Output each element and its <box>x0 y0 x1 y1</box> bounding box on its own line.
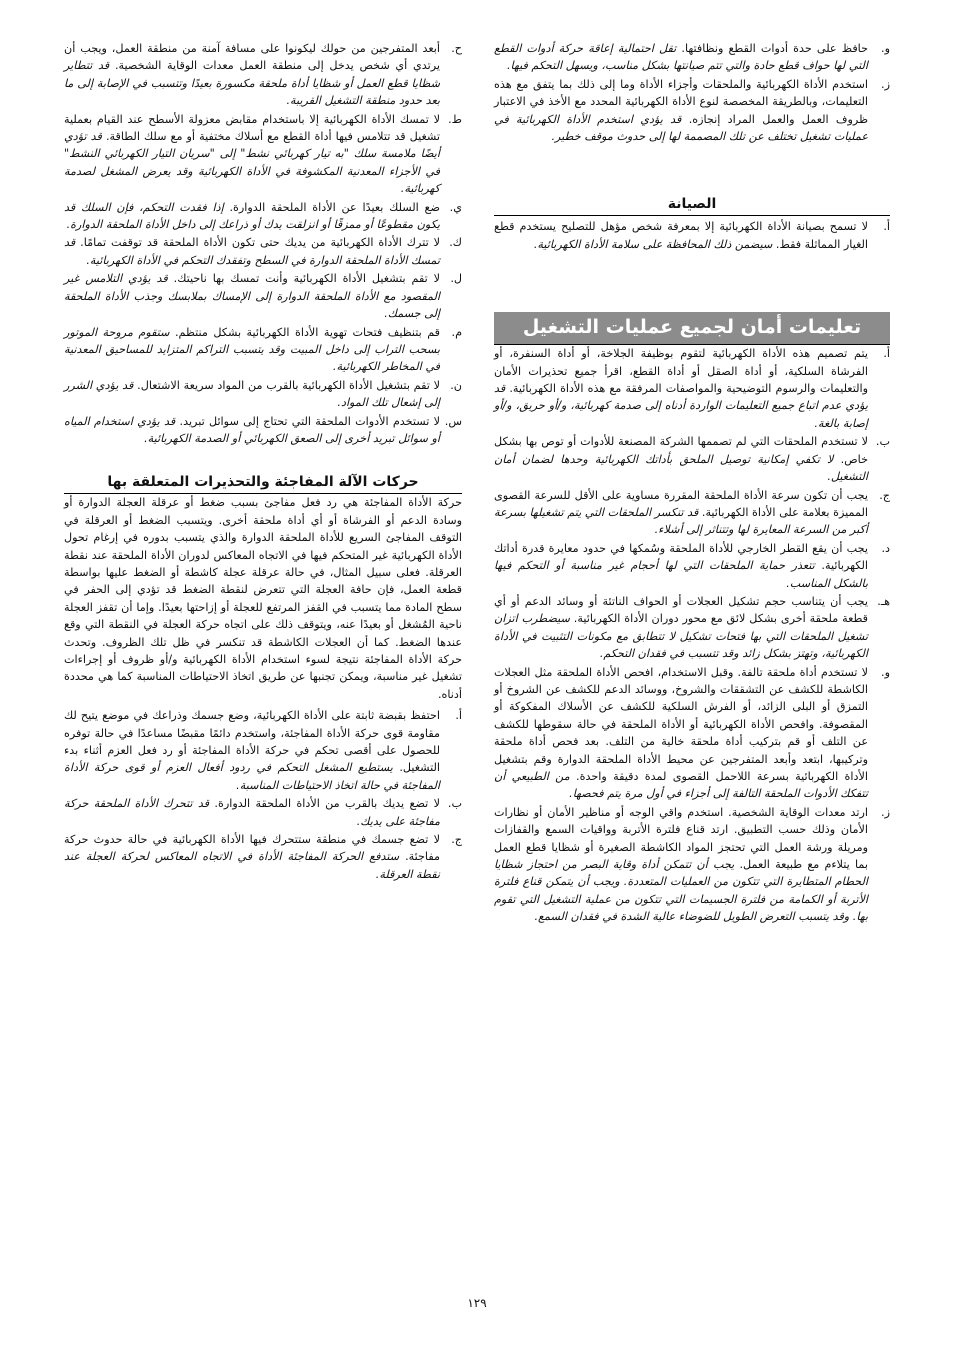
operations-item <box>494 593 890 663</box>
operations-item-consequence: قد تنكسر الملحقات التي يتم تشغيلها بسرعة أكبر من السرعة المعايرة لها وتتناثر إلى أشلاء. <box>494 505 868 537</box>
left-item-label: س. <box>444 414 462 428</box>
left-item-text <box>64 324 440 376</box>
left-item-text <box>64 111 440 198</box>
kickback-item-body: لا تضع جسمك في منطقة ستتحرك فيها الأداة الكهربائية في حالة حدوث حركة مفاجئة. <box>64 833 440 864</box>
left-item <box>64 40 462 110</box>
left-item-body: لا تستخدم الأدوات الملحقة التي تحتاج إلى سوائل تبريد. <box>175 414 440 428</box>
left-item-label: ط. <box>448 112 462 126</box>
operations-item-text <box>494 345 868 432</box>
operations-item-consequence: لا تكفي إمكانية توصيل الملحق بأداتك الكهربائية وحدها لضمان أمان التشغيل. <box>494 452 868 484</box>
kickback-item <box>64 795 462 830</box>
left-item-body: لا تترك الأداة الكهربائية من يديك حتى تكون الأداة الملحقة قد توقفت تمامًا. <box>75 236 440 250</box>
left-item-body: أبعد المتفرجين من حولك ليكونوا على مسافة آمنة من منطقة العمل، ويجب أن يرتدي أي شخص يدخل إلى منطقة العمل معدات الوقاية الشخصية. <box>64 42 441 73</box>
operations-item-text <box>494 593 868 663</box>
kickback-item <box>64 707 462 794</box>
operations-item-label: ب. <box>875 435 890 449</box>
kickback-item-label: ب. <box>447 797 462 811</box>
operations-item-body: لا تستخدم أداة ملحقة تالفة. وقبل الاستخدام، افحص الأداة الملحقة مثل العجلات الكاشطة للكشف عن التشققات والشروخ، ووسائد الدعم للكشف عن الشروخ أو التمزق أو البلى الزائد، أو الفرش السلكية للكشف عن الأسلاك المفكوكة أو المقصوفة. وافحص الأداة الكهربائية أو الأداة الملحقة في حالة سقوطها للكشف عن التلف أو قم بتركيب أداة ملحقة خالية من التلف. بعد فحص أداة ملحقة وتركيبها، ابتعد وأبعد المتفرجين عن محيط الأداة الملحقة الدوارة وقم بتشغيل الأداة الكهربائية بسرعة اللاحمل القصوى لمدة دقيقة واحدة. <box>494 665 868 783</box>
left-item-label: ك. <box>449 236 462 250</box>
left-item <box>64 413 462 448</box>
right-column-top-items <box>494 40 890 145</box>
maintenance-item-label: أ. <box>883 220 890 234</box>
operations-item-label: ز. <box>881 805 890 819</box>
left-item-label: ن. <box>450 378 462 392</box>
left-item-body: ضع السلك بعيدًا عن الأداة الملحقة الدوارة. <box>223 200 441 214</box>
left-item <box>64 324 462 376</box>
kickback-item-text <box>64 795 440 830</box>
left-item-consequence: قد يؤدي التلامس غير المقصود مع الأداة الملحقة الدوارة إلى الإمساك بملابسك وجذب الأداة الملحقة إلى جسمك. <box>64 272 440 321</box>
left-item <box>64 199 462 234</box>
kickback-item-body: احتفظ بقبضة ثابتة على الأداة الكهربائية، وضع جسمك وذراعك في موضع يتيح لك مقاومة قوى حركة الأداة المفاجئة، واستخدم دائمًا مقبضًا مساعدًا في حالة توفره للحصول على أقصى تحكم في حركة الأداة المفاجئة أو رد فعل العزم أثناء بدء التشغيل. <box>64 709 440 775</box>
right-top-item-consequence: تقل احتمالية إعاقة حركة أدوات القطع التي لها حواف قطع حادة والتي تتم صيانتها بشكل مناسب، ويسهل التحكم فيها. <box>494 42 868 73</box>
left-item-consequence: ستقوم مروحة الموتور بسحب التراب إلى داخل المبيت وقد يتسبب التراكم المتزايد للمساحيق المعدنية في المخاطر الكهربائية. <box>64 325 440 374</box>
operations-item-body: يجب أن يقع القطر الخارجي للأداة الملحقة وسُمكها في حدود معايرة قدرة أداتك الكهربائية. <box>494 541 869 573</box>
right-top-item-text <box>494 40 868 75</box>
left-item-body: لا تقم بتشغيل الأداة الكهربائية وأنت تمسك بها ناحيتك. <box>167 272 440 286</box>
maintenance-item-body: لا تسمح بصيانة الأداة الكهربائية إلا بمعرفة شخص مؤهل للتصليح يستخدم قطع الغيار المماثلة فقط. <box>494 220 868 251</box>
kickback-item-body: لا تضع يديك بالقرب من الأداة الملحقة الدوارة. <box>209 797 440 811</box>
right-top-item-text <box>494 76 868 146</box>
left-item-label: ح. <box>451 42 462 55</box>
operations-item-consequence: يجب أن تتمكن أداة وقاية البصر من احتجاز شظايا الحطام المتطايرة التي تتكون من العمليات المتعددة. ويجب أن يتمكن قناع فلترة الأتربة أو الكمامة من فلترة الجسيمات التي تتكون من عملية التشغيل التي تقوم بها. وقد يتسبب التعرض الطويل للضوضاء عالية الشدة في فقدان السمع. <box>494 858 868 924</box>
left-item-body: لا تقم بتشغيل الأداة الكهربائية بالقرب من المواد سريعة الاشتعال. <box>133 378 440 392</box>
maintenance-heading: الصيانة <box>494 192 890 216</box>
operations-item-consequence: سيضطرب اتزان تشغيل الملحقات التي بها فتحات تشكيل لا تتطابق مع مكونات التثبيت في الأداة الكهربائية، وتهتز بشكل زائد وقد تتسبب في فقدان التحكم. <box>494 612 868 661</box>
right-top-item-consequence: قد يؤدي استخدم الأداة الكهربائية في عمليات تشغيل تختلف عن تلك المصممة لها إلى حدوث موقف خطير. <box>494 112 868 144</box>
kickback-item-label: أ. <box>455 709 462 723</box>
left-item <box>64 234 462 269</box>
operations-item-text <box>494 540 868 592</box>
kickback-item-text <box>64 707 440 794</box>
operations-item <box>494 487 890 539</box>
left-item-text <box>64 40 440 110</box>
left-item-label: ل. <box>450 272 462 286</box>
left-item-text <box>64 413 440 448</box>
operations-item-body: يتم تصميم هذه الأداة الكهربائية لتقوم بوظيفة الجلاخة، أو أداة السنفرة، أو الفرشاة السلكية، أو أداة الصقل أو أداة القطع، اقرأ جميع تحذيرات الأمان والتعليمات والرسوم التوضيحية والمواصفات المرفقة مع هذه الأداة الكهربائية. <box>494 347 868 396</box>
left-item-consequence: قد تمسك الأداة الملحقة الدوارة في السطح وتفقدك التحكم في الأداة الكهربائية. <box>64 236 440 267</box>
operations-item-consequence: قد يؤدي عدم اتباع جميع التعليمات الواردة أدناه إلى صدمة كهربائية، و/أو حريق، و/أو إصابة بالغة. <box>494 382 868 430</box>
left-column-items <box>64 40 462 447</box>
operations-item-consequence: تتعذر حماية الملحقات التي لها أحجام غير مناسبة أو التحكم فيها بالشكل المناسب. <box>494 559 868 590</box>
operations-safety-banner: تعليمات أمان لجميع عمليات التشغيل <box>494 312 890 344</box>
right-top-item <box>494 40 890 75</box>
left-item-label: ي. <box>449 200 462 214</box>
left-column <box>64 40 462 884</box>
kickback-item-consequence: ستدفع الحركة المفاجئة الأداة في الاتجاه المعاكس لحركة العجلة عند نقطة العرقلة. <box>64 850 440 881</box>
operations-item <box>494 540 890 592</box>
operations-item-body: لا تستخدم الملحقات التي لم تصممها الشركة المصنعة للأدوات أو توص بها بشكل خاص. <box>494 435 868 466</box>
left-item-text <box>64 377 440 412</box>
operations-item <box>494 345 890 432</box>
page-number: ١٢٩ <box>467 1296 487 1310</box>
kickback-item-text <box>64 831 440 883</box>
operations-item <box>494 804 890 926</box>
operations-item <box>494 433 890 485</box>
right-column <box>494 40 890 927</box>
operations-item-consequence: من الطبيعي أن تتفكك الأدوات الملحقة التالفة إلى أجزاء في أول مرة يتم فحصها. <box>494 770 868 801</box>
kickback-item-label: ج. <box>451 833 462 847</box>
left-item-body: قم بتنظيف فتحات تهوية الأداة الكهربائية بشكل منتظم. <box>169 325 440 339</box>
left-item-consequence: قد يؤدي الشرر إلى إشعال تلك المواد. <box>64 378 440 410</box>
operations-item-text <box>494 433 868 485</box>
kickback-paragraph: حركة الأداة المفاجئة هي رد فعل مفاجئ بسبب ضغط أو عرقلة العجلة الدوارة أو وسادة الدعم أو الفرشاة أو أي أداة ملحقة أخرى. ويتسبب الضغط أو العرقلة في التوقف المفاجئ السريع للأداة الملحقة الدوارة والذي يتسبب بدوره في إرغام تحول الأداة الكهربائية غير المتحكم فيها في الاتجاه المعاكس لدوران الأداة الملحقة عند نقطة العرقلة. فعلى سبيل المثال، في حالة عرقلة عجلة كاشطة أو الضغط عليها بواسطة قطعة العمل، فإن حافة العجلة التي تتعرض لنقطة الضغط قد تؤدي إلى الحفر في سطح المادة مما يتسبب في القفز المرتفع للعجلة أو إزاحتها بعيدًا. وإما أن تقفز العجلة ناحية المُشغل أو بعيدًا عنه، ويتوقف ذلك على اتجاه حركة العجلة في النقطة التي وقع عندها الضغط. كما أن العجلات الكاشطة قد تنكسر في ظل تلك الظروف. وتحدث حركة الأداة المفاجئة نتيجة لسوء استخدام الأداة الكهربائية و/أو ظروف أو إجراءات تشغيل غير مناسبة، ويمكن تجنبها عن طريق اتخاذ الاحتياطات المناسبة كما هي محددة أدناه. <box>64 496 462 701</box>
operations-item-text <box>494 487 868 539</box>
left-item-consequence: إذا فقدت التحكم، فإن السلك قد يكون مقطوعًا أو ممزقًا أو انزلقت يدك أو ذراعك إلى داخل الأداة الملحقة الدوارة. <box>64 200 440 232</box>
left-item-consequence: قد تؤدي أيضًا ملامسة سلك "به تيار كهربائي نشط" إلى "سريان التيار الكهربائي النشط" في الأجزاء المعدنية المكشوفة في الأداة الكهربائية وقد يعرض المشغل لصدمة كهربائية. <box>64 130 440 196</box>
maintenance-items <box>494 218 890 253</box>
left-item-label: م. <box>451 325 462 339</box>
right-top-item-body: استخدم الأداة الكهربائية والملحقات وأجزاء الأداة وما إلى ذلك بما يتفق مع هذه التعليمات، وبالطريقة المخصصة لنوع الأداة الكهربائية المحدد مع الأخذ في الاعتبار ظروف العمل والعمل المراد إنجازه. <box>494 77 868 126</box>
kickback-items <box>64 707 462 883</box>
left-item-body: لا تمسك الأداة الكهربائية إلا باستخدام مقابض معزولة الأسطح عند القيام بعملية تشغيل قد تتلامس فيها أداة القطع مع أسلاك مختفية أو مع سلك الطاقة. <box>64 112 440 144</box>
operations-items <box>494 345 890 925</box>
left-item <box>64 111 462 198</box>
left-item-consequence: قد يؤدي استخدام المياه أو سوائل تبريد أخرى إلى الصعق الكهربائي أو الصدمة الكهربائية. <box>64 414 440 445</box>
operations-item-label: و. <box>881 665 890 679</box>
maintenance-item <box>494 218 890 253</box>
kickback-heading: حركات الآلة المفاجئة والتحذيرات المتعلقة بها <box>64 470 462 494</box>
operations-item-body: يجب أن تكون سرعة الأداة الملحقة المقررة مساوية على الأقل للسرعة القصوى المميزة بعلامة على الأداة الكهربائية. <box>494 488 868 519</box>
left-item-consequence: قد تتطاير شظايا قطع العمل أو شظايا أداة ملحقة مكسورة بعيدًا وتتسبب في الإصابة إلى ما بعد حدود منطقة التشغيل القريبة. <box>64 59 440 108</box>
left-item-text <box>64 270 440 322</box>
right-top-item-label: و. <box>881 42 890 55</box>
right-top-item-label: ز. <box>881 77 890 91</box>
right-top-item <box>494 76 890 146</box>
operations-item-text <box>494 804 868 926</box>
operations-item-body: يجب أن يتناسب حجم تشكيل العجلات أو الحواف الناتئة أو وسائد الدعم أو أي قطعة ملحقة أخرى بشكل لائق مع محور دوران الأداة الكهربائية. <box>494 594 868 626</box>
operations-item-label: هـ. <box>877 594 890 608</box>
operations-item-label: أ. <box>883 347 890 361</box>
operations-item-label: ج. <box>879 488 890 502</box>
left-item <box>64 377 462 412</box>
operations-item-body: ارتد معدات الوقاية الشخصية. استخدم واقي الوجه أو مناظير الأمان أو نظارات الأمان وذلك حسب التطبيق. ارتد قناع فلترة الأتربة وواقيات السمع والقفازات ومريلة ورشة العمل التي تحتجز المواد الكاشطة الصغيرة أو شظايا قطع العمل بما يتلاءم مع طبيعة العمل. <box>494 805 868 872</box>
operations-item-text <box>494 664 868 803</box>
left-item-text <box>64 234 440 269</box>
maintenance-item-consequence: سيضمن ذلك المحافظة على سلامة الأداة الكهربائية. <box>533 237 773 251</box>
kickback-item-consequence: يستطيع المشغل التحكم في ردود أفعال العزم أو قوى حركة الأداة المفاجئة في حالة اتخاذ الاحتياطات المناسبة. <box>64 761 440 792</box>
left-item-text <box>64 199 440 234</box>
operations-item <box>494 664 890 803</box>
kickback-item <box>64 831 462 883</box>
operations-item-label: د. <box>881 541 890 555</box>
kickback-item-consequence: قد تتحرك الأداة الملحقة حركة مفاجئة على يديك. <box>64 797 440 828</box>
left-item <box>64 270 462 322</box>
right-top-item-body: حافظ على حدة أدوات القطع ونظافتها. <box>676 42 869 55</box>
maintenance-item-text <box>494 218 868 253</box>
